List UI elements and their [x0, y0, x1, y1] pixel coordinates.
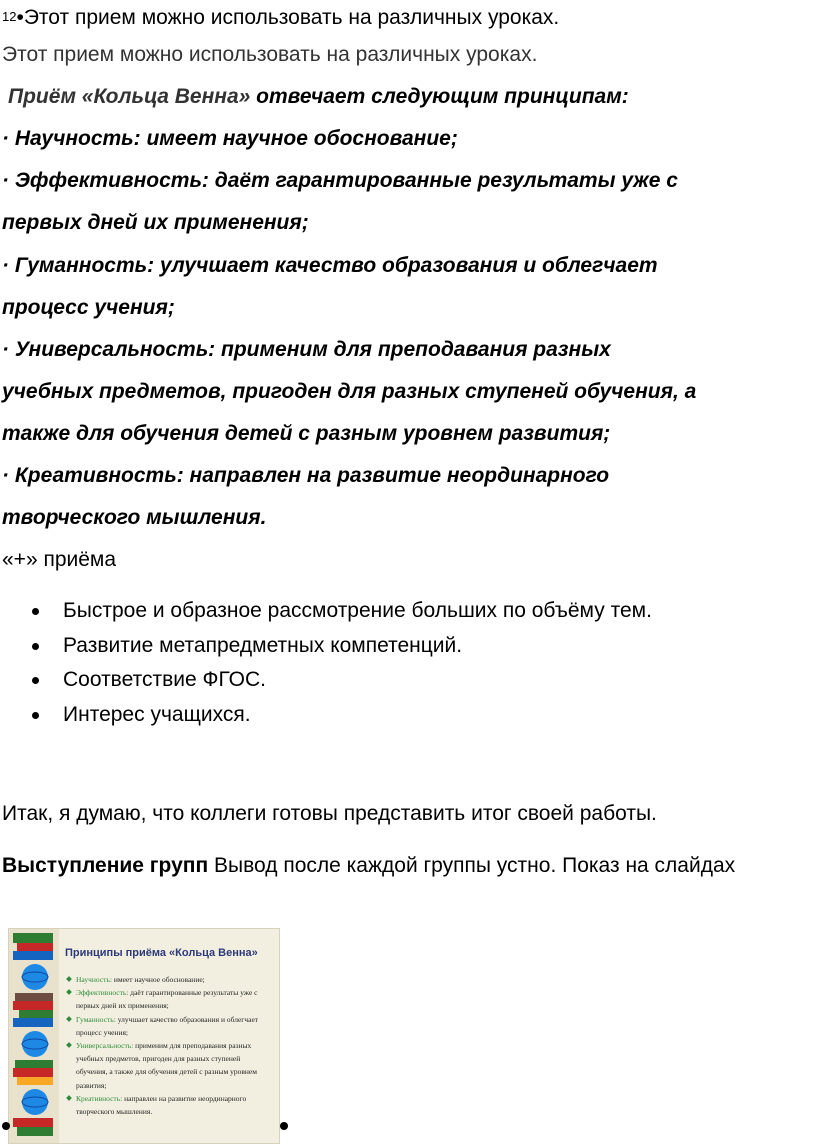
- principle-line: также для обучения детей с разным уровнем развития;: [2, 422, 611, 445]
- slide-item-text: имеет научное обоснование;: [111, 975, 205, 984]
- principle-line: · Научность: имеет научное обоснование;: [2, 127, 458, 150]
- bullet-icon: [280, 1122, 288, 1130]
- principle-line: · Универсальность: применим для преподавания разных: [2, 338, 611, 361]
- slide-list-item: [67, 1092, 273, 1118]
- slide-list: [67, 973, 273, 1118]
- principle-line: творческого мышления.: [2, 506, 267, 529]
- plus-list: [30, 598, 652, 736]
- diamond-icon: [66, 1095, 72, 1101]
- heading-bullet: •: [16, 6, 24, 29]
- principle-line: · Гуманность: улучшает качество образования и облегчает: [2, 254, 658, 277]
- groups-bold: Выступление групп: [2, 854, 209, 877]
- principle-line: · Эффективность: даёт гарантированные результаты уже с: [2, 169, 678, 192]
- diamond-icon: [66, 1042, 72, 1048]
- list-item: [30, 598, 652, 633]
- principles-intro-gray: Приём «Кольца Венна»: [8, 85, 251, 108]
- slide-item-text: даёт гарантированные результаты уже с первых дней их применения;: [76, 988, 258, 1011]
- slide-item-key: Универсальность:: [76, 1041, 134, 1051]
- list-item-text: Быстрое и образное рассмотрение больших по объёму тем.: [63, 599, 652, 622]
- slide-item-text: направлен на развитие неординарного творческого мышления.: [76, 1093, 247, 1117]
- conclusion-text: Итак, я думаю, что коллеги готовы представить итог своей работы.: [2, 802, 657, 825]
- page-number: 12: [2, 9, 17, 24]
- bullet-icon: [32, 712, 39, 719]
- principle-line: учебных предметов, пригоден для разных ступеней обучения, а: [2, 380, 697, 403]
- slide-item-key: Гуманность:: [76, 1014, 116, 1024]
- heading-text: Этот прием можно использовать на различных уроках.: [23, 6, 560, 29]
- slide-thumbnail: [8, 928, 280, 1144]
- books-globe-icon: [9, 929, 59, 1143]
- bullet-icon: [32, 677, 39, 684]
- list-item-text: Интерес учащихся.: [63, 702, 251, 726]
- bullet-icon: [32, 643, 39, 650]
- diamond-icon: [66, 976, 72, 982]
- slide-list-item: [67, 1039, 273, 1092]
- list-item-text: Соответствие ФГОС.: [63, 668, 266, 691]
- repeat-line: Этот прием можно использовать на различных уроках.: [2, 43, 538, 66]
- slide-item-key: Эффективность:: [76, 988, 129, 998]
- principles-intro: [8, 84, 629, 110]
- slide-item-key: Креативность:: [76, 1093, 123, 1103]
- principles-intro-rest: отвечает следующим принципам:: [250, 85, 629, 108]
- slide-item-key: Научность:: [76, 975, 112, 984]
- slide-item-text: улучшает качество образования и облегчает процесс учения;: [76, 1014, 259, 1037]
- bullet-icon: [32, 608, 39, 615]
- list-item: [30, 702, 652, 737]
- slide-item-text: применим для преподавания разных учебных предметов, пригоден для разных ступеней обучения, а также для обучения детей с разным уровнем развития;: [76, 1041, 257, 1090]
- groups-rest: Вывод после каждой группы устно. Показ на слайдах: [208, 854, 736, 877]
- slide-list-item: [67, 986, 273, 1012]
- list-item-text: Развитие метапредметных компетенций.: [63, 633, 463, 657]
- groups-paragraph: [2, 852, 814, 879]
- bullet-icon: [2, 1122, 10, 1130]
- slide-list-item: [67, 973, 273, 986]
- principle-line: процесс учения;: [2, 296, 175, 319]
- diamond-icon: [66, 989, 72, 995]
- diamond-icon: [66, 1016, 72, 1022]
- principle-line: · Креативность: направлен на развитие неординарного: [2, 464, 610, 487]
- list-item: [30, 667, 652, 702]
- plus-heading: «+» приёма: [2, 548, 117, 571]
- list-item: [30, 633, 652, 668]
- heading-line: [2, 4, 559, 31]
- principle-line: первых дней их применения;: [2, 211, 309, 234]
- slide-list-item: [67, 1013, 273, 1039]
- slide-title: Принципы приёма «Кольца Венна»: [65, 947, 258, 959]
